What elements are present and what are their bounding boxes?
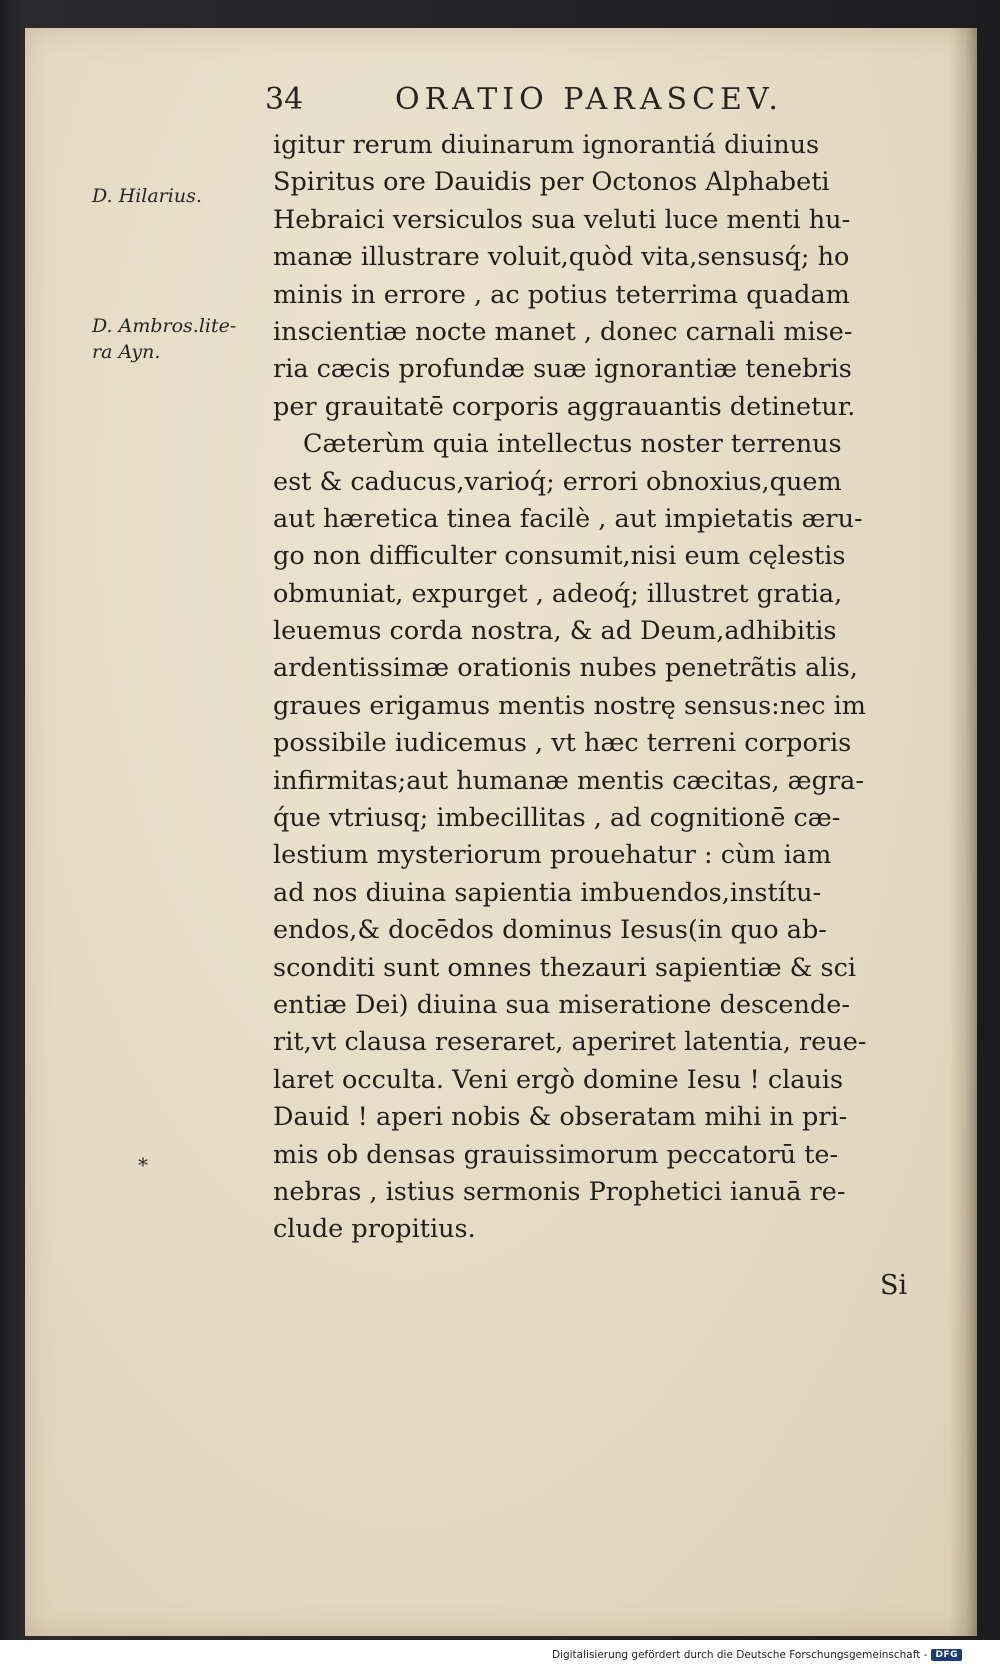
text-line: minis in errore , ac potius teterrima quadam	[273, 279, 850, 310]
text-line: sconditi sunt omnes thezauri sapientiæ & sci	[273, 952, 857, 983]
margin-note-ambrosius-line2: ra Ayn.	[92, 341, 161, 363]
text-line: lestium mysteriorum prouehatur : cùm iam	[273, 840, 832, 871]
text-line: infirmitas;aut humanæ mentis cæcitas, ægra-	[273, 765, 864, 796]
text-line: Spiritus ore Dauidis per Octonos Alphabeti	[273, 167, 830, 198]
text-line: leuemus corda nostra, & ad Deum,adhibitis	[273, 616, 837, 647]
text-line: per grauitatē corporis aggrauantis detinetur.	[273, 391, 856, 422]
dfg-logo: DFG	[931, 1649, 962, 1661]
text-line: graues erigamus mentis nostrę sensus:nec im	[273, 690, 866, 721]
text-line: nebras , istius sermonis Prophetici ianuā re-	[273, 1176, 846, 1207]
text-line: entiæ Dei) diuina sua miseratione descende-	[273, 989, 850, 1020]
text-line: go non difficulter consumit,nisi eum cęlestis	[273, 541, 846, 572]
credit-text: Digitalisierung gefördert durch die Deutsche Forschungsgemeinschaft -	[551, 1649, 928, 1661]
body-text	[273, 127, 913, 1249]
margin-note-ambrosius-line1: D. Ambros.lite-	[92, 315, 237, 337]
margin-note-hilarius: D. Hilarius.	[92, 185, 202, 207]
paragraph-start-line: Cæterùm quia intellectus noster terrenus	[303, 429, 842, 460]
text-line: ardentissimæ orationis nubes penetrãtis alis,	[273, 653, 858, 684]
text-line: Hebraici versiculos sua veluti luce menti hu-	[273, 204, 851, 235]
margin-asterisk: *	[138, 1153, 148, 1177]
text-line: obmuniat, expurget , adeoq́; illustret gratia,	[273, 578, 843, 609]
text-line: ad nos diuina sapientia imbuendos,instítu-	[273, 877, 822, 908]
text-line: ria cæcis profundæ suæ ignorantiæ tenebris	[273, 354, 852, 385]
text-line: mis ob densas grauissimorum peccatorū te-	[273, 1139, 839, 1170]
text-line: q́ue vtriusq; imbecillitas , ad cognitionē cæ-	[273, 803, 841, 834]
text-line: possibile iudicemus , vt hæc terreni corporis	[273, 728, 852, 759]
text-line: inscientiæ nocte manet , donec carnali mise-	[273, 316, 853, 347]
text-line: laret occulta. Veni ergò domine Iesu ! clauis	[273, 1064, 844, 1095]
margin-note-ambrosius	[92, 313, 236, 365]
running-title: ORATIO PARASCEV.	[395, 82, 783, 117]
text-line: aut hæretica tinea facilè , aut impietatis æru-	[273, 503, 863, 534]
text-line: rit,vt clausa reseraret, aperiret latentia, reue-	[273, 1027, 867, 1058]
text-line: manæ illustrare voluit,quòd vita,sensusq́; ho	[273, 242, 850, 273]
text-line: endos,& docēdos dominus Iesus(in quo ab-	[273, 915, 827, 946]
page-gutter-shadow	[949, 28, 977, 1636]
running-head	[265, 82, 885, 117]
text-line: clude propitius.	[273, 1214, 476, 1245]
text-line: est & caducus,varioq́; errori obnoxius,quem	[273, 466, 842, 497]
text-line: Dauid ! aperi nobis & obseratam mihi in pri-	[273, 1102, 848, 1133]
catchword: Si	[880, 1270, 908, 1301]
page-number: 34	[265, 82, 304, 117]
digitization-credit	[552, 1649, 962, 1661]
text-line: igitur rerum diuinarum ignorantiá diuinus	[273, 130, 820, 160]
